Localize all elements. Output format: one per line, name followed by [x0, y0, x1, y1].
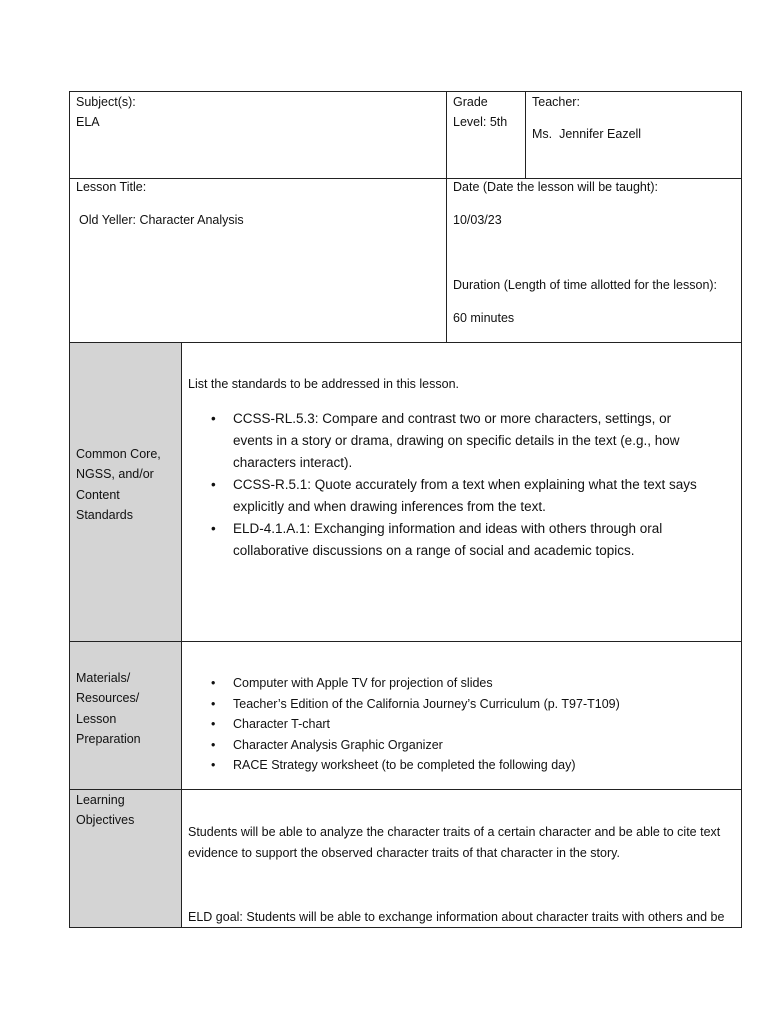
subject-value: ELA — [76, 115, 100, 129]
lesson-title-cell — [69, 178, 447, 343]
standards-item-text: ELD-4.1.A.1: Exchanging information and ideas with others through oral collaborative discussions on a range of social and academic topics. — [233, 521, 663, 558]
materials-content-cell — [181, 641, 742, 790]
standards-item — [211, 408, 711, 474]
bullet-icon: • — [211, 521, 216, 536]
bullet-icon: • — [211, 477, 216, 492]
standards-list — [211, 408, 711, 562]
objectives-content-cell — [181, 789, 742, 928]
materials-item — [211, 694, 731, 715]
objectives-main: Students will be able to analyze the character traits of a certain character and be able to cite text evidence to support the observed character traits of that character in the story. — [188, 825, 721, 860]
standards-item — [211, 474, 711, 518]
teacher-cell — [525, 91, 742, 179]
standards-label-cell — [69, 342, 182, 642]
date-duration-cell — [446, 178, 742, 343]
materials-list — [211, 673, 731, 776]
materials-item — [211, 755, 731, 776]
materials-item-text: RACE Strategy worksheet (to be completed the following day) — [233, 758, 576, 773]
materials-item — [211, 714, 731, 735]
date-label: Date (Date the lesson will be taught): — [453, 180, 658, 194]
subject-cell — [69, 91, 447, 179]
standards-content-cell — [181, 342, 742, 642]
standards-item-text: CCSS-R.5.1: Quote accurately from a text when explaining what the text says explicitly and when drawing inferences from the text. — [233, 477, 697, 514]
lesson-title-value: Old Yeller: Character Analysis — [79, 213, 244, 227]
materials-item-text: Character T-chart — [233, 717, 331, 732]
standards-row-label: Common Core, NGSS, and/or Content Standards — [76, 447, 161, 522]
standards-intro: List the standards to be addressed in this lesson. — [188, 377, 459, 391]
materials-label-cell — [69, 641, 182, 790]
bullet-icon: • — [211, 696, 216, 711]
bullet-icon: • — [211, 411, 216, 426]
materials-item — [211, 673, 731, 694]
objectives-eld: ELD goal: Students will be able to exchange information about character traits with others and be — [188, 910, 725, 924]
date-value: 10/03/23 — [453, 213, 502, 227]
objectives-row-label: Learning Objectives — [76, 793, 135, 827]
subject-label: Subject(s): — [76, 95, 136, 109]
materials-item-text: Character Analysis Graphic Organizer — [233, 737, 443, 752]
standards-item-text: CCSS-RL.5.3: Compare and contrast two or more characters, settings, or events in a story or drama, drawing on specific details in the text (e.g., how characters interact). — [233, 411, 680, 470]
bullet-icon: • — [211, 717, 216, 732]
teacher-value: Ms. Jennifer Eazell — [532, 127, 642, 141]
materials-item-text: Computer with Apple TV for projection of slides — [233, 676, 493, 690]
materials-item — [211, 735, 731, 756]
duration-label: Duration (Length of time allotted for the lesson): — [453, 278, 718, 292]
teacher-label: Teacher: — [532, 95, 580, 109]
bullet-icon: • — [211, 676, 216, 690]
materials-item-text: Teacher’s Edition of the California Journey’s Curriculum (p. T97-T109) — [233, 696, 620, 711]
standards-item — [211, 518, 711, 562]
objectives-label-cell — [69, 789, 182, 928]
bullet-icon: • — [211, 758, 216, 773]
grade-label: Grade — [453, 95, 488, 109]
grade-value: Level: 5th — [453, 115, 508, 129]
lesson-title-label: Lesson Title: — [76, 180, 147, 194]
materials-row-label: Materials/ Resources/ Lesson Preparation — [76, 671, 141, 746]
bullet-icon: • — [211, 737, 216, 752]
duration-value: 60 minutes — [453, 311, 515, 325]
grade-cell — [446, 91, 526, 179]
